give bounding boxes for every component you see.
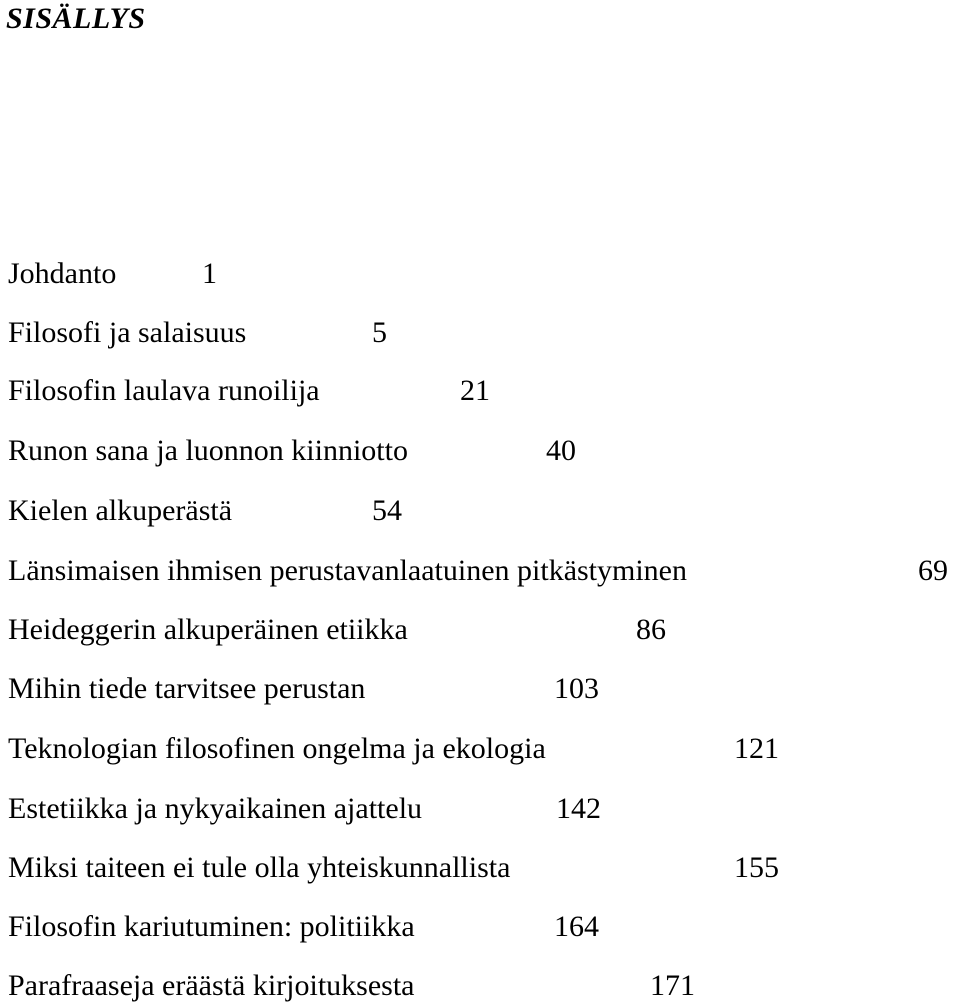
toc-entry [8,909,599,945]
toc-entry-title: Länsimaisen ihmisen perustavanlaatuinen pitkästyminen [8,554,687,587]
toc-entry-page: 21 [460,374,490,407]
toc-heading: SISÄLLYS [6,2,146,35]
toc-entry-page: 171 [650,969,695,1002]
toc-entry-page: 155 [734,851,779,884]
toc-entry-page: 103 [554,672,599,705]
toc-entry [8,791,601,827]
toc-entry-title: Parafraaseja eräästä kirjoituksesta [8,969,415,1002]
toc-entry [8,671,599,707]
toc-entry [8,968,695,1004]
toc-entry-title: Runon sana ja luonnon kiinniotto [8,434,408,467]
toc-entry-page: 54 [372,494,402,527]
toc-entry-page: 5 [372,316,387,349]
toc-entry-title: Mihin tiede tarvitsee perustan [8,672,366,705]
toc-entry-page: 121 [734,732,779,765]
toc-entry-page: 164 [554,910,599,943]
toc-entry-page: 142 [556,792,601,825]
toc-entry-title: Estetiikka ja nykyaikainen ajattelu [8,792,423,825]
toc-entry-page: 69 [918,554,948,587]
toc-entry-title: Filosofi ja salaisuus [8,316,247,349]
toc-entry [8,373,490,409]
toc-entry [8,433,576,469]
toc-entry-page: 40 [546,434,576,467]
toc-entry-title: Johdanto [8,257,117,290]
toc-entry [8,553,948,589]
toc-entry-title: Heideggerin alkuperäinen etiikka [8,613,408,646]
toc-entry [8,731,779,767]
toc-entry-title: Filosofin kariutuminen: politiikka [8,910,415,943]
toc-entry-page: 86 [636,613,666,646]
toc-entry [8,493,402,529]
toc-entry [8,315,387,351]
toc-entry-title: Filosofin laulava runoilija [8,374,320,407]
toc-entry-title: Teknologian filosofinen ongelma ja ekologia [8,732,546,765]
toc-entry-title: Miksi taiteen ei tule olla yhteiskunnallista [8,851,511,884]
toc-entry-title: Kielen alkuperästä [8,494,233,527]
toc-entry-page: 1 [202,257,217,290]
toc-entry [8,612,666,648]
toc-entry [8,256,217,292]
toc-entry [8,850,779,886]
